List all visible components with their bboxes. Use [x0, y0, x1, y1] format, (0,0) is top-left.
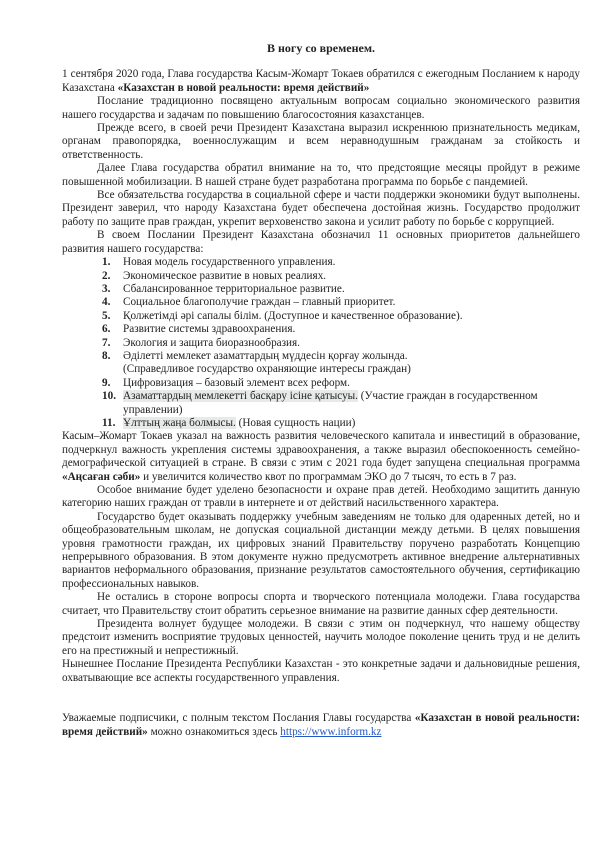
- text-segment: Новая модель государственного управления.: [123, 256, 336, 269]
- paragraph: [62, 511, 580, 591]
- paragraph: [62, 229, 580, 256]
- text-segment: и увеличится количество квот по программам ЭКО до 7 тысяч, то есть в 7 раз.: [140, 470, 517, 483]
- paragraph: [62, 484, 580, 511]
- list-number: 4.: [102, 296, 111, 309]
- text-segment: Ұлттың жаңа болмысы.: [123, 416, 236, 429]
- list-item: [62, 310, 580, 323]
- blank-space: [62, 685, 580, 712]
- list-item-text: [123, 350, 411, 375]
- text-segment: Нынешнее Послание Президента Республики Казахстан - это конкретные задачи и дальновидные решения, охватывающие все аспекты государственного управления.: [62, 658, 580, 684]
- list-item: [62, 283, 580, 296]
- list-number: 5.: [102, 309, 111, 322]
- text-segment: Особое внимание будет уделено безопасности и охране прав детей. Необходимо защитить данную категорию наших граждан от травли в интернете и от действий насильственного характера.: [62, 484, 580, 510]
- text-segment: Прежде всего, в своей речи Президент Казахстана выразил искреннюю признательность медикам, органам правопорядка, военнослужащим и всем неравнодушным гражданам за стойкость и ответственность.: [62, 122, 580, 161]
- list-number: 3.: [102, 282, 111, 295]
- text-segment: Азаматтардың мемлекетті басқару ісіне қатысуы.: [123, 390, 358, 403]
- text-segment: (Участие граждан в государственном управлении): [123, 390, 538, 416]
- text-segment: (Новая сущность нации): [235, 416, 356, 429]
- list-item: [62, 390, 580, 417]
- text-segment: «Казахстан в новой реальности: время действий»: [117, 81, 370, 94]
- paragraph: [62, 712, 580, 739]
- text-segment: Не остались в стороне вопросы спорта и творческого потенциала молодежи. Глава государства считает, что Правительству стоит обратить серьезное внимание на развитие данных сфер деятельности.: [62, 591, 580, 617]
- list-item-text: [123, 323, 295, 335]
- list-item: [62, 270, 580, 283]
- text-segment: Сбалансированное территориальное развитие.: [123, 282, 345, 295]
- list-item-text: [123, 270, 326, 282]
- list-item: [62, 337, 580, 350]
- text-segment: Далее Глава государства обратил внимание на то, что предстоящие месяцы пройдут в режиме повышенной мобилизации. В нашей стране будет разработана программа по борьбе с пандемией.: [62, 162, 580, 188]
- page-title: В ногу со временем.: [266, 41, 376, 55]
- list-item-text: [123, 296, 395, 308]
- text-segment: Экология и защита биоразнообразия.: [123, 336, 300, 349]
- list-number: 11.: [102, 416, 116, 429]
- numbered-list: [62, 256, 580, 430]
- paragraph: [62, 162, 580, 189]
- list-number: 7.: [102, 336, 111, 349]
- text-segment: В своем Послании Президент Казахстана обозначил 11 основных приоритетов дальнейшего развития нашего государства:: [62, 229, 580, 255]
- list-item-text: [123, 337, 300, 349]
- paragraph: [62, 658, 580, 685]
- text-segment: 1 сентября 2020 года, Глава государства Касым-Жомарт Токаев обратился с ежегодным Посланием к народу Казахстана: [62, 68, 580, 94]
- paragraph: [62, 591, 580, 618]
- text-segment: «Аңсаған сәби»: [62, 470, 141, 483]
- list-number: 2.: [102, 269, 111, 282]
- text-segment: Президента волнует будущее молодежи. В связи с этим он подчеркнул, что нашему обществу предстоит изменить восприятие трудовых ценностей, научить молодое поколение ценить труд и не делить его на престижный и непрестижный.: [62, 618, 580, 657]
- text-segment: Государство будет оказывать поддержку учебным заведениям не только для одаренных детей, но и общеобразовательным школам, не допуская социальной дистанции между детьми. В целях повышения уровня грамотности граждан, их цифровых знаний Правительству поручено разработать Концепцию непрерывного образования. В этом документе нужно предусмотреть активное внедрение альтернативных вариантов неформального образования, признание результатов самостоятельного обучения, сертификацию профессиональных навыков.: [62, 510, 580, 590]
- list-number: 9.: [102, 376, 111, 389]
- text-segment: Социальное благополучие граждан – главный приоритет.: [123, 296, 396, 309]
- list-item: [62, 350, 580, 377]
- list-item: [62, 323, 580, 336]
- list-number: 10.: [102, 390, 116, 403]
- text-segment: Экономическое развитие в новых реалиях.: [123, 269, 327, 282]
- text-segment: Цифровизация – базовый элемент всех реформ.: [123, 376, 350, 389]
- text-segment: Әділетті мемлекет азаматтардың мүддесін қорғау жолында.: [123, 349, 408, 362]
- list-item: [62, 417, 580, 430]
- paragraph: [62, 430, 580, 484]
- list-item: [62, 377, 580, 390]
- paragraph: [62, 68, 580, 95]
- paragraph: [62, 189, 580, 229]
- paragraph: [62, 618, 580, 658]
- list-item-text: [123, 256, 335, 268]
- text-segment: Все обязательства государства в социальной сфере и части поддержки экономики будут выполнены. Президент заверил, что народу Казахстана будет обеспечена достойная жизнь. Государство продолжит работу по защите прав граждан, укрепит верховенство закона и усилит работу по борьбе с коррупцией.: [62, 189, 580, 228]
- text-segment: Касым–Жомарт Токаев указал на важность развития человеческого капитала и инвестиций в образование, подчеркнул важность укрепления системы здравоохранения, а также выразил обеспокоенность семейно-демографической ситуацией в стране. В связи с этим с 2021 года будет запущена специальная программа: [62, 430, 580, 470]
- text-segment: Послание традиционно посвящено актуальным вопросам социально экономического развития нашего государства и задачам по повышению благосостояния казахстанцев.: [62, 95, 580, 121]
- text-segment: можно ознакомиться здесь: [147, 725, 281, 738]
- list-item-text: [123, 417, 355, 429]
- list-number: 8.: [102, 349, 111, 362]
- list-item: [62, 256, 580, 269]
- paragraph: [62, 122, 580, 162]
- inline-link[interactable]: https://www.inform.kz: [280, 725, 382, 738]
- text-segment: «Казахстан в новой реальности: время действий»: [62, 712, 580, 738]
- text-segment: Қолжетімді әрі сапалы білім. (Доступное и качественное образование).: [123, 309, 463, 322]
- list-item-text: [123, 390, 538, 415]
- document-body: [62, 68, 580, 739]
- list-item-text: [123, 310, 463, 322]
- text-segment: Уважаемые подписчики, с полным текстом Послания Главы государства: [62, 712, 415, 725]
- text-segment: (Справедливое государство охраняющие интересы граждан): [123, 363, 411, 376]
- list-item-text: [123, 283, 345, 295]
- list-number: 6.: [102, 323, 111, 336]
- list-number: 1.: [102, 256, 111, 269]
- text-segment: Развитие системы здравоохранения.: [123, 323, 296, 336]
- paragraph: [62, 95, 580, 122]
- list-item: [62, 296, 580, 309]
- list-item-text: [123, 377, 350, 389]
